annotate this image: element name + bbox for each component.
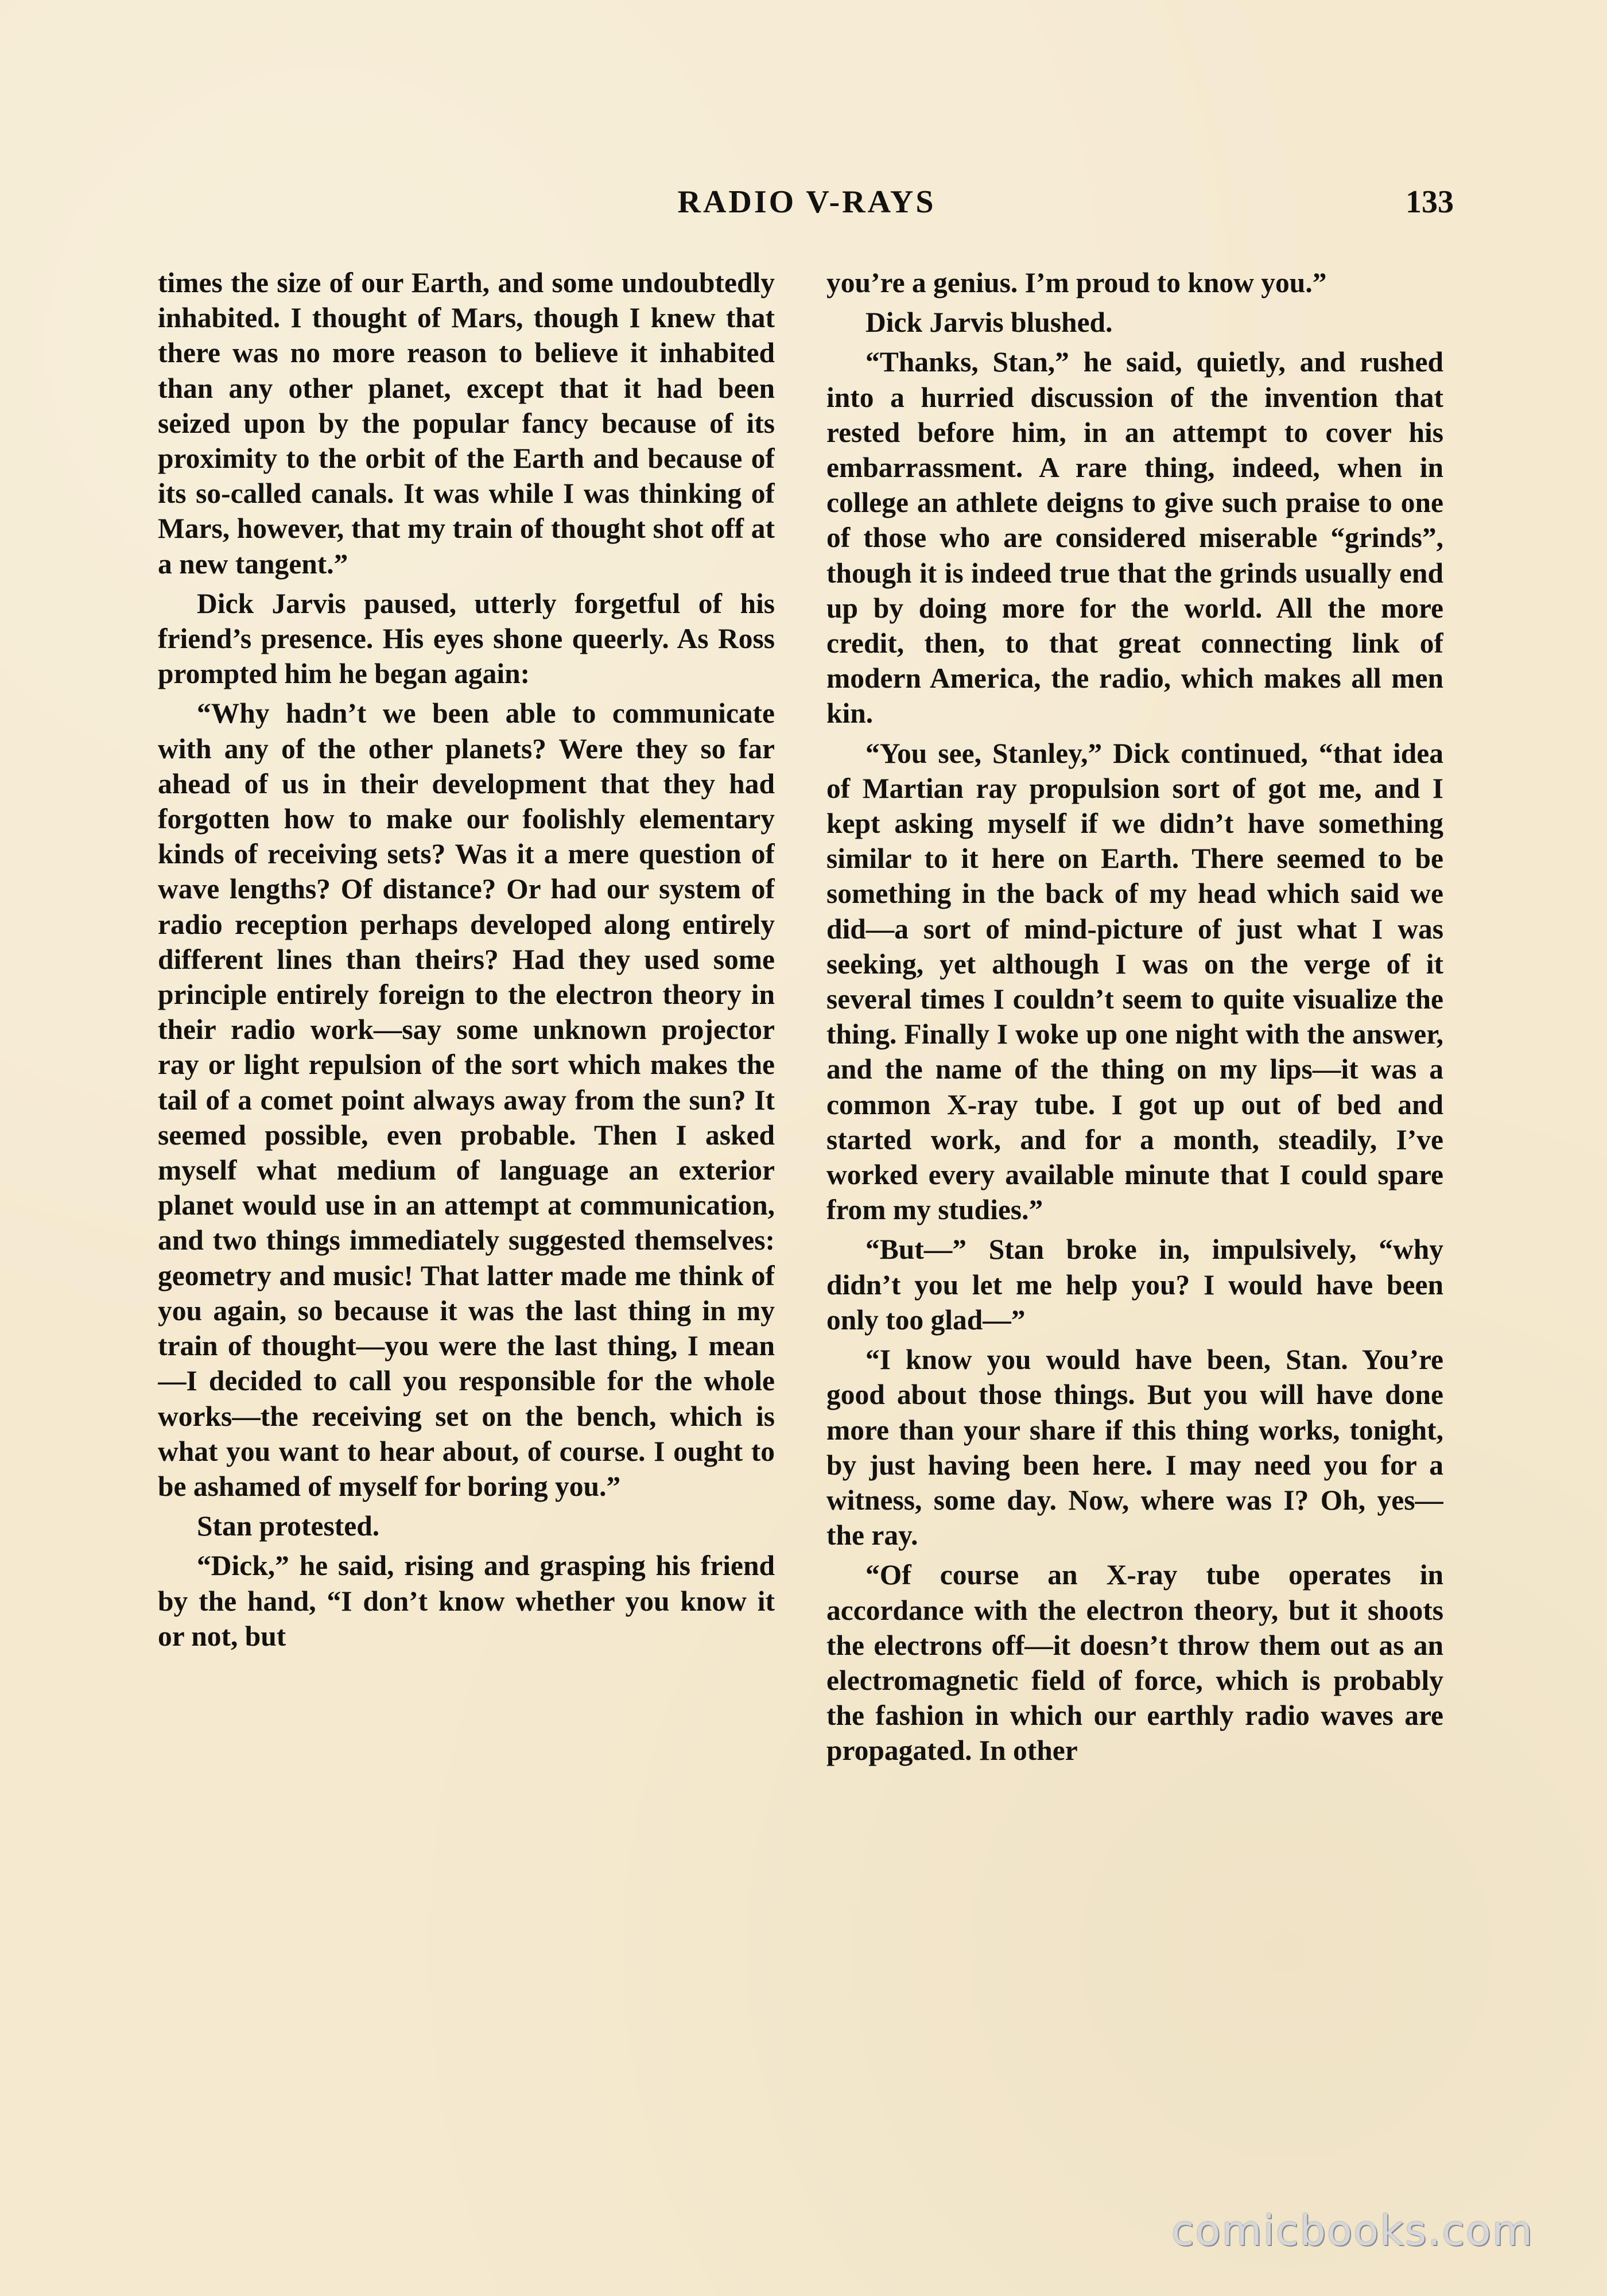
paragraph: Dick Jarvis blushed. [865,307,1113,339]
paragraph: “But—” Stan broke in, impulsively, “why didn’t you let me help you? I would have been only too glad—” [826,1234,1443,1336]
paragraph: you’re a genius. I’m proud to know you.” [826,267,1327,298]
paragraph: times the size of our Earth, and some undoubtedly inhabited. I thought of Mars, though I knew that there was no more reason to believe it inhabited than any other planet, except that it had been seized upon by the popular fancy because of its proximity to the orbit of the Earth and because of its so-called canals. It was while I was thinking of Mars, however, that my train of thought shot off at a new tangent.” [158,267,775,580]
paragraph: “Thanks, Stan,” he said, quietly, and rushed into a hurried discussion of the invention that rested before him, in an attempt to cover his embarrassment. A rare thing, indeed, when in college an athlete deigns to give such praise to one of those who are considered miserable “grinds”, though it is indeed true that the grinds usually end up by doing more for the world. All the more credit, then, to that great connecting link of modern America, the radio, which makes all men kin. [826,346,1443,730]
page-number: 133 [1406,184,1454,220]
paragraph: “I know you would have been, Stan. You’re good about those things. But you will have done more than your share if this thing works, tonight, by just having been here. I may need you for a witness, some day. Now, where was I? Oh, yes—the ray. [826,1344,1443,1552]
watermark: comicbooks.com [1171,2206,1534,2255]
paragraph: “Of course an X-ray tube operates in accordance with the electron theory, but it shoots the electrons off—it doesn’t throw them out as an electromagnetic field of force, which is probably the fashion in which our earthly radio waves are propagated. In other [826,1559,1443,1767]
left-text-column [158,265,775,2125]
page-header [160,179,1454,225]
paragraph: “Dick,” he said, rising and grasping his friend by the hand, “I don’t know whether you know it or not, but [158,1550,775,1652]
paragraph: Stan protested. [197,1510,380,1542]
paragraph: “You see, Stanley,” Dick continued, “that idea of Martian ray propulsion sort of got me, and I kept asking myself if we didn’t have something similar to it here on Earth. There seemed to be something in the back of my head which said we did—a sort of mind-picture of just what I was seeking, yet although I was on the verge of it several times I couldn’t seem to quite visualize the thing. Finally I woke up one night with the answer, and the name of the thing on my lips—it was a common X-ray tube. I got up out of bed and started work, and for a month, steadily, I’ve worked every available minute that I could spare from my studies.” [826,737,1443,1226]
running-title: RADIO V-RAYS [677,184,936,220]
paragraph: Dick Jarvis paused, utterly forgetful of his friend’s presence. His eyes shone queerly. As Ross prompted him he began again: [158,587,775,690]
right-text-column [826,265,1443,2125]
paragraph: “Why hadn’t we been able to communicate with any of the other planets? Were they so far ahead of us in their development that they had forgotten how to make our foolishly elementary kinds of receiving sets? Was it a mere question of wave lengths? Of distance? Or had our system of radio reception perhaps developed along entirely different lines than theirs? Had they used some principle entirely foreign to the electron theory in their radio work—say some unknown projector ray or light repulsion of the sort which makes the tail of a comet point always away from the sun? It seemed possible, even probable. Then I asked myself what medium of language an exterior planet would use in an attempt at communication, and two things immediately suggested themselves: geometry and music! That latter made me think of you again, so because it was the last thing in my train of thought—you were the last thing, I mean—I decided to call you responsible for the whole works—the receiving set on the bench, which is what you want to hear about, of course. I ought to be ashamed of myself for boring you.” [158,697,775,1502]
